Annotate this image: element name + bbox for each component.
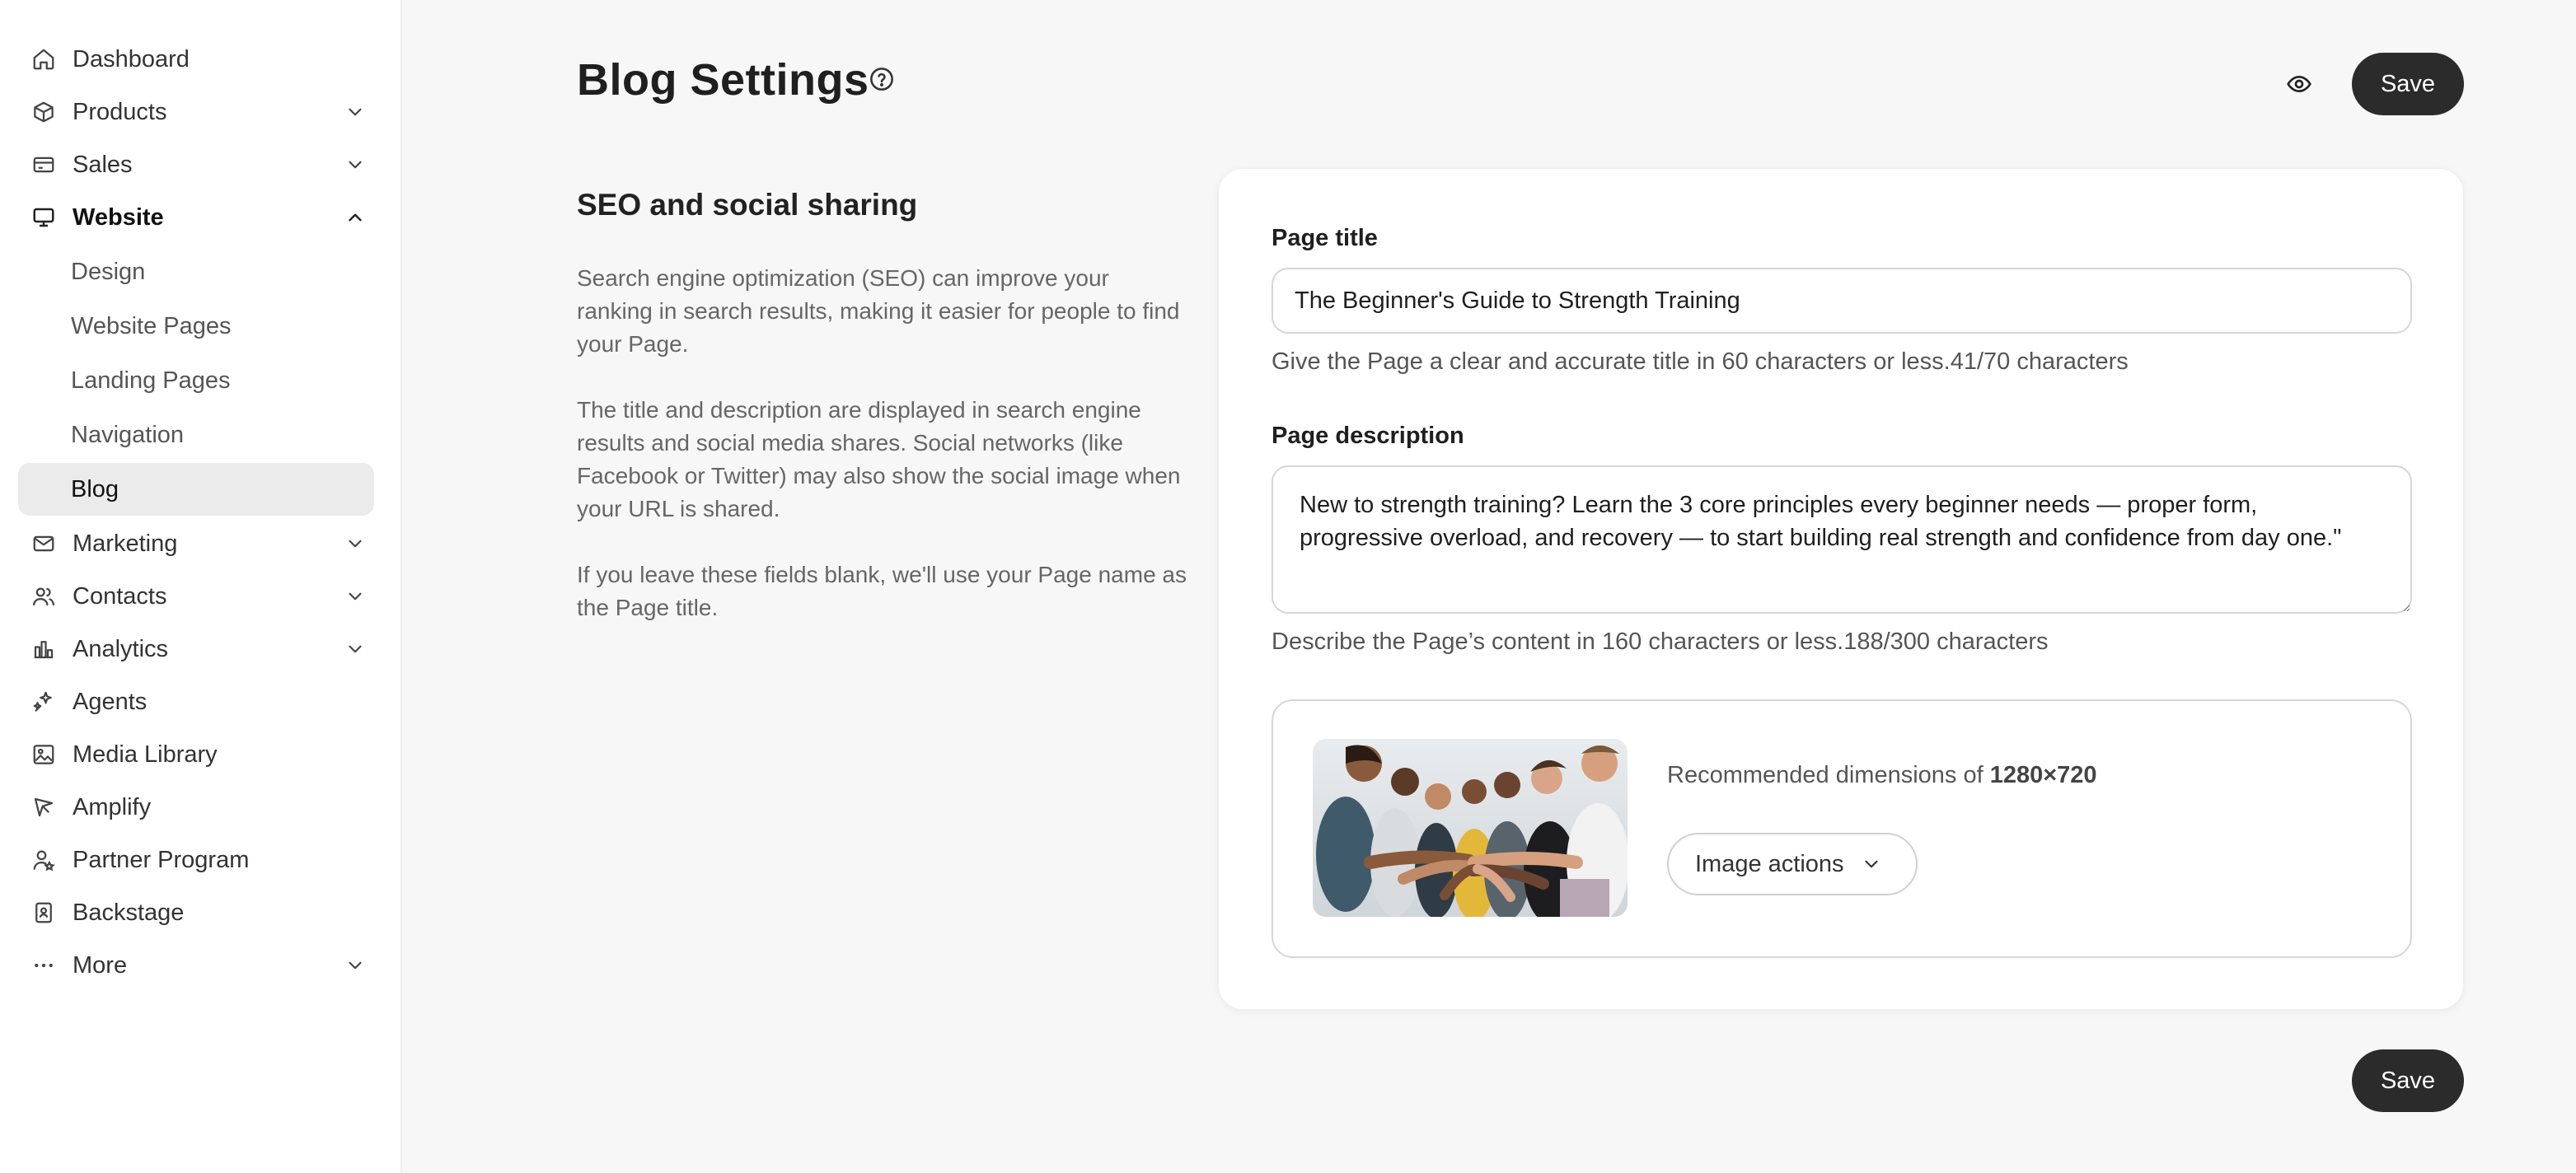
sidebar-item-agents[interactable]	[18, 675, 374, 728]
chevron-down-icon[interactable]	[344, 638, 366, 660]
sidebar-item-label: Backstage	[73, 899, 185, 926]
mail-icon	[31, 531, 56, 556]
sidebar-item-label: Website	[73, 203, 164, 231]
chevron-up-icon[interactable]	[344, 207, 366, 228]
sidebar-item-label: Media Library	[73, 741, 218, 768]
page-title-input[interactable]	[1272, 268, 2412, 334]
sidebar-item-sales[interactable]	[18, 138, 374, 191]
help-circle-icon[interactable]	[869, 66, 895, 92]
sidebar-subitem-design[interactable]: Design	[71, 258, 146, 285]
fallback-paragraph: If you leave these fields blank, we'll use your Page name as the Page title.	[577, 562, 1187, 620]
recommended-size: 1280×720	[1989, 762, 2097, 788]
bar-chart-icon	[31, 637, 56, 661]
social-image-panel	[1272, 699, 2412, 958]
sidebar-item-products[interactable]	[18, 86, 374, 138]
sidebar-item-backstage[interactable]	[18, 886, 374, 939]
sidebar-item-label: Contacts	[73, 582, 167, 610]
partner-icon	[31, 848, 56, 872]
sidebar	[0, 0, 402, 1173]
monitor-icon	[31, 205, 56, 230]
sidebar-item-label: Marketing	[73, 530, 178, 557]
chevron-down-icon[interactable]	[344, 154, 366, 175]
more-dots-icon	[31, 953, 56, 978]
sidebar-item-label: Products	[73, 98, 167, 125]
social-image-thumbnail	[1313, 739, 1628, 917]
credit-card-icon	[31, 152, 56, 177]
preview-eye-icon[interactable]	[2286, 71, 2312, 97]
sidebar-item-label: Partner Program	[73, 846, 250, 873]
sidebar-item-label: Amplify	[73, 793, 152, 820]
users-icon	[31, 584, 56, 609]
sidebar-item-label: Sales	[73, 151, 133, 178]
sidebar-subitem-blog[interactable]: Blog	[18, 463, 374, 516]
page-title: Blog Settings	[577, 55, 869, 105]
recommended-dimensions: Recommended dimensions of 1280×720	[1667, 762, 2097, 788]
sidebar-item-label: More	[73, 951, 128, 979]
megaphone-icon	[31, 795, 56, 820]
image-icon	[31, 742, 56, 767]
sharing-paragraph: The title and description are displayed in search engine results and social media shares. Social networks (like Facebook or Twitter) may also show the social image when your URL is shared.	[577, 397, 1181, 521]
sidebar-item-website[interactable]	[18, 191, 374, 244]
home-icon	[31, 47, 56, 72]
page-description-input[interactable]	[1272, 465, 2412, 614]
chevron-down-icon[interactable]	[344, 586, 366, 607]
badge-icon	[31, 900, 56, 925]
chevron-down-icon[interactable]	[344, 101, 366, 123]
seo-settings-card	[1218, 168, 2464, 1010]
sidebar-item-contacts[interactable]	[18, 570, 374, 623]
sidebar-subitem-navigation[interactable]: Navigation	[71, 421, 185, 448]
sidebar-item-marketing[interactable]	[18, 517, 374, 570]
seo-paragraph: Search engine optimization (SEO) can improve your ranking in search results, making it easier for people to find your Page.	[577, 265, 1180, 357]
chevron-down-icon[interactable]	[344, 533, 366, 554]
chevron-down-icon	[1861, 853, 1882, 875]
page-title-hint: Give the Page a clear and accurate title in 60 characters or less.41/70 characters	[1272, 348, 2129, 375]
page-description-label: Page description	[1272, 423, 1464, 449]
sidebar-item-dashboard[interactable]	[18, 33, 374, 86]
page-description-hint: Describe the Page’s content in 160 characters or less.188/300 characters	[1272, 629, 2049, 655]
box-icon	[31, 100, 56, 124]
sidebar-item-more[interactable]	[18, 939, 374, 992]
page-title-label: Page title	[1272, 225, 1378, 251]
image-actions-label: Image actions	[1695, 850, 1844, 877]
sidebar-item-partner-program[interactable]	[18, 834, 374, 886]
sidebar-subitem-website-pages[interactable]: Website Pages	[71, 312, 232, 339]
image-actions-button[interactable]	[1667, 833, 1918, 895]
chevron-down-icon[interactable]	[344, 955, 366, 976]
sidebar-item-analytics[interactable]	[18, 623, 374, 675]
sidebar-item-media-library[interactable]	[18, 728, 374, 781]
section-description	[577, 262, 1187, 657]
sparkle-icon	[31, 689, 56, 714]
save-button-bottom[interactable]: Save	[2352, 1049, 2464, 1112]
sidebar-item-label: Dashboard	[73, 45, 190, 72]
sidebar-item-amplify[interactable]	[18, 781, 374, 834]
sidebar-item-label: Agents	[73, 688, 148, 715]
sidebar-subitem-landing-pages[interactable]: Landing Pages	[71, 367, 231, 394]
save-button[interactable]: Save	[2352, 53, 2464, 115]
sidebar-item-label: Analytics	[73, 635, 169, 662]
section-title: SEO and social sharing	[577, 188, 918, 222]
